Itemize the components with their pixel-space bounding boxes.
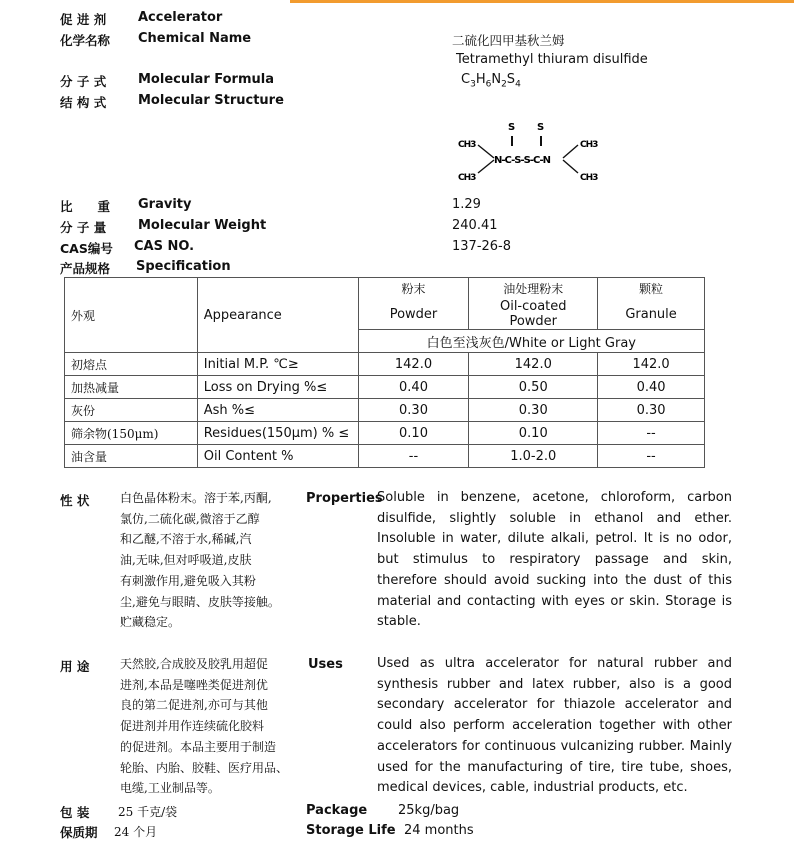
table-row bbox=[65, 353, 705, 376]
package-value-zh: 25 千克/袋 bbox=[118, 805, 178, 819]
properties-text-zh: 白色晶体粉末。溶于苯,丙酮, 氯仿,二硫化碳,微溶于乙醇 和乙醚,不溶于水,稀碱,汽 油,无味,但对呼吸道,皮肤 有刺激作用,避免吸入其粉 尘,避免与眼睛、皮肤等接触。 贮藏稳定。 bbox=[120, 491, 280, 630]
chemical-name-label-zh: 化学名称 bbox=[60, 33, 111, 48]
molecular-weight-label-zh: 分 子 量 bbox=[60, 220, 107, 235]
appearance-label-zh: 外观 bbox=[65, 278, 198, 353]
molecular-structure-label-zh: 结 构 式 bbox=[60, 95, 107, 110]
table-header-row bbox=[65, 278, 705, 300]
package-label-zh: 包 装 bbox=[60, 805, 90, 820]
table-cell: 142.0 bbox=[469, 353, 598, 376]
column-header-en: Granule bbox=[598, 299, 705, 330]
table-cell: 0.40 bbox=[358, 376, 469, 399]
row-label-en: Residues(150μm) % ≤ bbox=[197, 422, 358, 445]
row-label-zh: 加热减量 bbox=[65, 376, 198, 399]
table-row bbox=[65, 399, 705, 422]
methyl-group-bottom-right: CH3 bbox=[580, 173, 598, 183]
table-cell: -- bbox=[598, 445, 705, 468]
chemical-name-label-en: Chemical Name bbox=[138, 31, 252, 46]
molecular-formula-label-zh: 分 子 式 bbox=[60, 74, 107, 89]
cas-label-en: CAS NO. bbox=[134, 239, 195, 254]
cas-value: 137-26-8 bbox=[452, 239, 512, 254]
molecular-structure-label-en: Molecular Structure bbox=[138, 93, 284, 108]
uses-text-en: Used as ultra accelerator for natural rubber and synthesis rubber and latex rubber, also is a good secondary accelerator for thiazole accelerator and could also perform acceleration together with other accelerators for continuous vulcanizing rubber. Mainly used for the manufacturing of tire, tire tube, shoes, medical devices, cable, industrial products, etc. bbox=[377, 656, 732, 796]
gravity-label-en: Gravity bbox=[138, 197, 192, 212]
row-label-en: Ash %≤ bbox=[197, 399, 358, 422]
specification-label-zh: 产品规格 bbox=[60, 261, 111, 276]
gravity-value: 1.29 bbox=[452, 197, 481, 212]
table-row bbox=[65, 376, 705, 399]
table-cell: 0.40 bbox=[598, 376, 705, 399]
table-cell: 0.10 bbox=[469, 422, 598, 445]
table-cell: 1.0-2.0 bbox=[469, 445, 598, 468]
cas-label-zh: CAS编号 bbox=[60, 241, 113, 256]
row-label-zh: 油含量 bbox=[65, 445, 198, 468]
methyl-group-bottom-left: CH3 bbox=[458, 173, 476, 183]
top-accent-bar bbox=[290, 0, 794, 3]
properties-label-zh: 性 状 bbox=[60, 493, 90, 508]
row-label-en: Oil Content % bbox=[197, 445, 358, 468]
storage-life-value-en: 24 months bbox=[404, 823, 474, 838]
molecular-formula-value: $C_3H_6N_2S_4$ bbox=[461, 72, 521, 90]
gravity-label-zh: 比 重 bbox=[60, 199, 111, 214]
molecular-formula-label-en: Molecular Formula bbox=[138, 72, 274, 87]
molecular-structure-diagram bbox=[450, 115, 610, 187]
sulfur-atom-right: S bbox=[537, 122, 545, 133]
properties-label-en: Properties bbox=[306, 491, 383, 506]
appearance-label-en: Appearance bbox=[197, 278, 358, 353]
specification-table bbox=[64, 277, 705, 468]
methyl-group-top-right: CH3 bbox=[580, 140, 598, 150]
column-header-zh: 颗粒 bbox=[598, 278, 705, 300]
uses-label-en: Uses bbox=[308, 657, 343, 672]
table-row bbox=[65, 445, 705, 468]
table-cell: 0.30 bbox=[469, 399, 598, 422]
row-label-en: Loss on Drying %≤ bbox=[197, 376, 358, 399]
row-label-zh: 初熔点 bbox=[65, 353, 198, 376]
table-cell: -- bbox=[598, 422, 705, 445]
specification-label-en: Specification bbox=[136, 259, 231, 274]
sulfur-atom-left: S bbox=[508, 122, 516, 133]
storage-life-label-zh: 保质期 bbox=[60, 825, 98, 840]
table-cell: 0.30 bbox=[358, 399, 469, 422]
row-label-zh: 筛余物(150μm) bbox=[65, 422, 198, 445]
table-cell: 0.30 bbox=[598, 399, 705, 422]
row-label-zh: 灰份 bbox=[65, 399, 198, 422]
appearance-value: 白色至浅灰色/White or Light Gray bbox=[358, 330, 704, 353]
column-header-zh: 油处理粉末 bbox=[469, 278, 598, 300]
table-cell: 0.10 bbox=[358, 422, 469, 445]
column-header-zh: 粉末 bbox=[358, 278, 469, 300]
column-header-en: Oil-coated Powder bbox=[469, 299, 598, 330]
methyl-group-top-left: CH3 bbox=[458, 140, 476, 150]
table-cell: -- bbox=[358, 445, 469, 468]
chemical-name-value-en: Tetramethyl thiuram disulfide bbox=[456, 52, 648, 67]
storage-life-value-zh: 24 个月 bbox=[114, 825, 158, 839]
storage-life-label-en: Storage Life bbox=[306, 823, 396, 838]
table-cell: 0.50 bbox=[469, 376, 598, 399]
accelerator-label-en: Accelerator bbox=[138, 10, 223, 25]
uses-label-zh: 用 途 bbox=[60, 659, 90, 674]
table-row bbox=[65, 422, 705, 445]
table-cell: 142.0 bbox=[598, 353, 705, 376]
package-value-en: 25kg/bag bbox=[398, 803, 460, 818]
chemical-name-value-zh: 二硫化四甲基秋兰姆 bbox=[452, 33, 565, 48]
thiuram-chain: N-C-S-S-C-N bbox=[494, 155, 551, 166]
row-label-en: Initial M.P. ℃≥ bbox=[197, 353, 358, 376]
package-label-en: Package bbox=[306, 803, 368, 818]
table-cell: 142.0 bbox=[358, 353, 469, 376]
uses-text-zh: 天然胶,合成胶及胶乳用超促 进剂,本品是噻唑类促进剂优 良的第二促进剂,亦可与其他 促进剂并用作连续硫化胶料 的促进剂。本品主要用于制造 轮胎、内胎、胶鞋、医疗用品、 电缆,工业制品等。 bbox=[120, 657, 289, 796]
molecular-weight-value: 240.41 bbox=[452, 218, 498, 233]
molecular-weight-label-en: Molecular Weight bbox=[138, 218, 267, 233]
column-header-en: Powder bbox=[358, 299, 469, 330]
accelerator-label-zh: 促 进 剂 bbox=[60, 12, 107, 27]
properties-text-en: Soluble in benzene, acetone, chloroform, carbon disulfide, slightly soluble in ethanol and ether. Insoluble in water, dilute alkali, petrol. It is no odor, but stimulus to respiratory passage and skin, therefore should avoid sucking into the dust of this material and contacting with eyes or skin. Storage is stable. bbox=[377, 490, 732, 630]
